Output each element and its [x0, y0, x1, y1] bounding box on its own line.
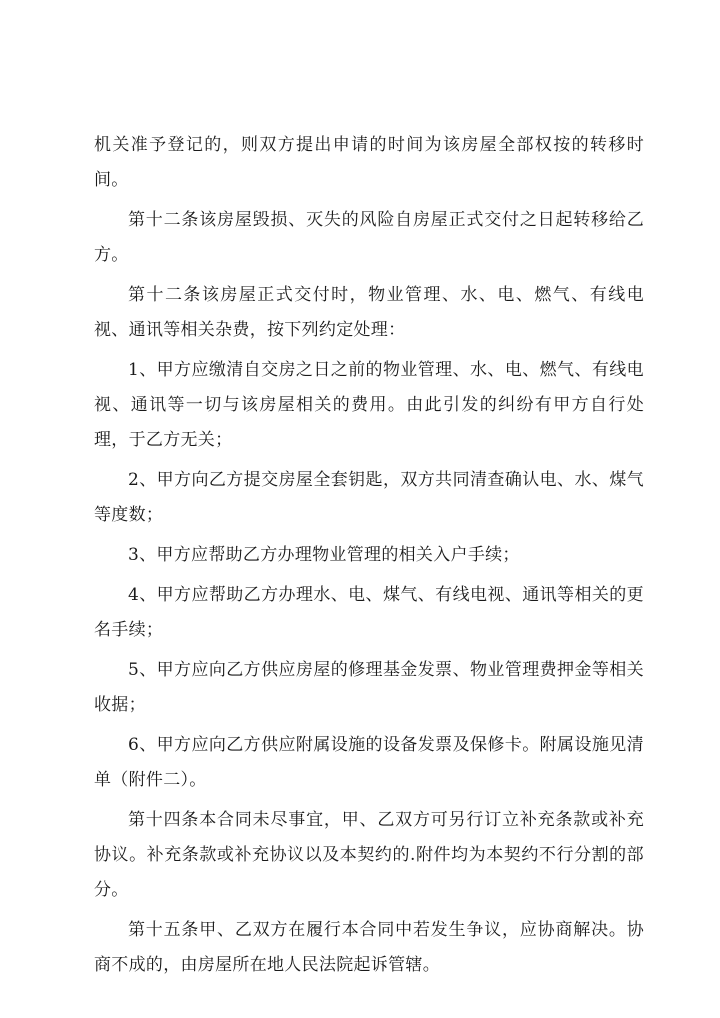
paragraph-item-1: 1、甲方应缴清自交房之日之前的物业管理、水、电、燃气、有线电视、通讯等一切与该房屋相关的费用。由此引发的纠纷有甲方自行处理，于乙方无关；: [94, 360, 644, 450]
paragraph-article-12-risk: 第十二条该房屋毁损、灭失的风险自房屋正式交付之日起转移给乙方。: [94, 210, 644, 265]
paragraph-article-15: 第十五条甲、乙双方在履行本合同中若发生争议，应协商解决。协商不成的，由房屋所在地人民法院起诉管辖。: [94, 920, 644, 975]
paragraph-item-3: 3、甲方应帮助乙方办理物业管理的相关入户手续；: [128, 545, 520, 565]
paragraph-continuation: 机关准予登记的，则双方提出申请的时间为该房屋全部权按的转移时间。: [94, 135, 644, 190]
document-body: [94, 128, 644, 988]
paragraph-item-5: 5、甲方应向乙方供应房屋的修理基金发票、物业管理费押金等相关收据；: [94, 660, 644, 715]
paragraph-article-14: 第十四条本合同未尽事宜，甲、乙双方可另行订立补充条款或补充协议。补充条款或补充协议以及本契约的.附件均为本契约不行分割的部分。: [94, 810, 644, 900]
paragraph-item-2: 2、甲方向乙方提交房屋全套钥匙，双方共同清查确认电、水、煤气等度数；: [94, 470, 644, 525]
paragraph-item-6: 6、甲方应向乙方供应附属设施的设备发票及保修卡。附属设施见清单（附件二）。: [94, 735, 644, 790]
paragraph-item-4: 4、甲方应帮助乙方办理水、电、煤气、有线电视、通讯等相关的更名手续；: [94, 585, 644, 640]
paragraph-article-12-fees: 第十二条该房屋正式交付时，物业管理、水、电、燃气、有线电视、通讯等相关杂费，按下列约定处理：: [94, 285, 644, 340]
